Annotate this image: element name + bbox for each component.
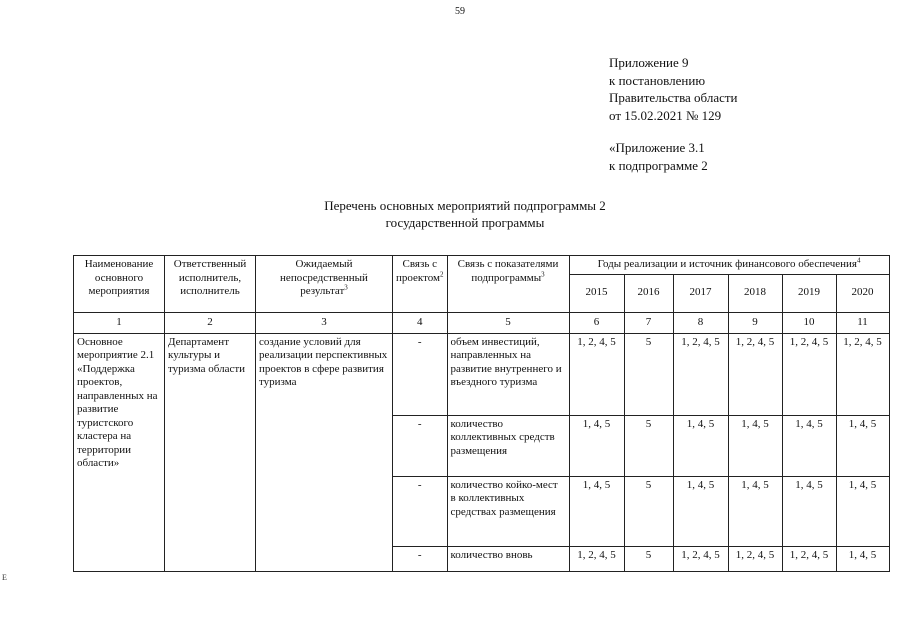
value-cell: 5 (624, 546, 673, 571)
value-cell: 1, 2, 4, 5 (836, 333, 889, 415)
margin-mark: Е (2, 573, 7, 582)
col-number: 9 (728, 312, 782, 333)
value-cell: 1, 4, 5 (728, 476, 782, 546)
value-cell: 1, 4, 5 (673, 415, 728, 476)
measures-table (73, 255, 890, 572)
appendix-header (609, 54, 738, 174)
event-name: Основное мероприятие 2.1 «Поддержка проектов, направленных на развитие туристского кластера на территории области» (74, 333, 165, 571)
value-cell: 1, 4, 5 (836, 476, 889, 546)
event-executor: Департамент культуры и туризма области (165, 333, 256, 571)
appendix-line: Правительства области (609, 90, 738, 105)
indicator-cell: количество вновь (447, 546, 569, 571)
col-number: 4 (393, 312, 448, 333)
value-cell: 1, 2, 4, 5 (569, 546, 624, 571)
header-project: Связь с проектом$^2$ (393, 256, 448, 313)
value-cell: 1, 4, 5 (782, 476, 836, 546)
indicator-cell: количество койко-мест в коллективных средствах размещения (447, 476, 569, 546)
appendix-sub-line: «Приложение 3.1 (609, 140, 705, 155)
value-cell: 5 (624, 333, 673, 415)
appendix-line: от 15.02.2021 № 129 (609, 107, 722, 123)
year-header: 2019 (782, 274, 836, 312)
value-cell: 1, 4, 5 (728, 415, 782, 476)
col-number: 11 (836, 312, 889, 333)
value-cell: 1, 2, 4, 5 (673, 333, 728, 415)
value-cell: 1, 4, 5 (569, 476, 624, 546)
col-number: 10 (782, 312, 836, 333)
value-cell: 1, 4, 5 (569, 415, 624, 476)
page-number: 59 (455, 6, 465, 17)
header-indicator: Связь с показателями подпрограммы$^3$ (447, 256, 569, 313)
project-link: - (393, 333, 448, 415)
value-cell: 1, 4, 5 (836, 546, 889, 571)
event-result: создание условий для реализации перспективных проектов в сфере развития туризма (256, 333, 393, 571)
indicator-cell: количество коллективных средств размещения (447, 415, 569, 476)
col-number: 6 (569, 312, 624, 333)
header-result: Ожидаемый непосредственный результат$^3$ (256, 256, 393, 313)
document-title (250, 197, 680, 231)
value-cell: 1, 2, 4, 5 (569, 333, 624, 415)
value-cell: 1, 4, 5 (782, 415, 836, 476)
appendix-line: к постановлению (609, 72, 706, 88)
title-line-1: Перечень основных мероприятий подпрограммы 2 (324, 198, 606, 213)
project-link: - (393, 415, 448, 476)
value-cell: 1, 2, 4, 5 (782, 546, 836, 571)
col-number: 3 (256, 312, 393, 333)
value-cell: 1, 4, 5 (836, 415, 889, 476)
value-cell: 1, 2, 4, 5 (673, 546, 728, 571)
header-row (74, 256, 890, 275)
value-cell: 1, 2, 4, 5 (782, 333, 836, 415)
value-cell: 1, 4, 5 (673, 476, 728, 546)
appendix-sub-line: к подпрограмме 2 (609, 157, 708, 173)
project-link: - (393, 546, 448, 571)
project-link: - (393, 476, 448, 546)
header-years-group: Годы реализации и источник финансового обеспечения$^4$ (569, 256, 889, 275)
year-header: 2020 (836, 274, 889, 312)
value-cell: 5 (624, 415, 673, 476)
value-cell: 5 (624, 476, 673, 546)
col-number: 1 (74, 312, 165, 333)
header-executor: Ответственный исполнитель, исполнитель (165, 256, 256, 313)
indicator-cell: объем инвестиций, направленных на развитие внутреннего и въездного туризма (447, 333, 569, 415)
year-header: 2017 (673, 274, 728, 312)
col-number: 7 (624, 312, 673, 333)
col-number: 2 (165, 312, 256, 333)
header-name: Наименование основного мероприятия (74, 256, 165, 313)
col-number: 8 (673, 312, 728, 333)
year-header: 2016 (624, 274, 673, 312)
column-number-row (74, 312, 890, 333)
title-line-2: государственной программы (385, 215, 545, 230)
year-header: 2018 (728, 274, 782, 312)
appendix-line: Приложение 9 (609, 55, 689, 70)
value-cell: 1, 2, 4, 5 (728, 546, 782, 571)
col-number: 5 (447, 312, 569, 333)
year-header: 2015 (569, 274, 624, 312)
table-row (74, 333, 890, 415)
value-cell: 1, 2, 4, 5 (728, 333, 782, 415)
